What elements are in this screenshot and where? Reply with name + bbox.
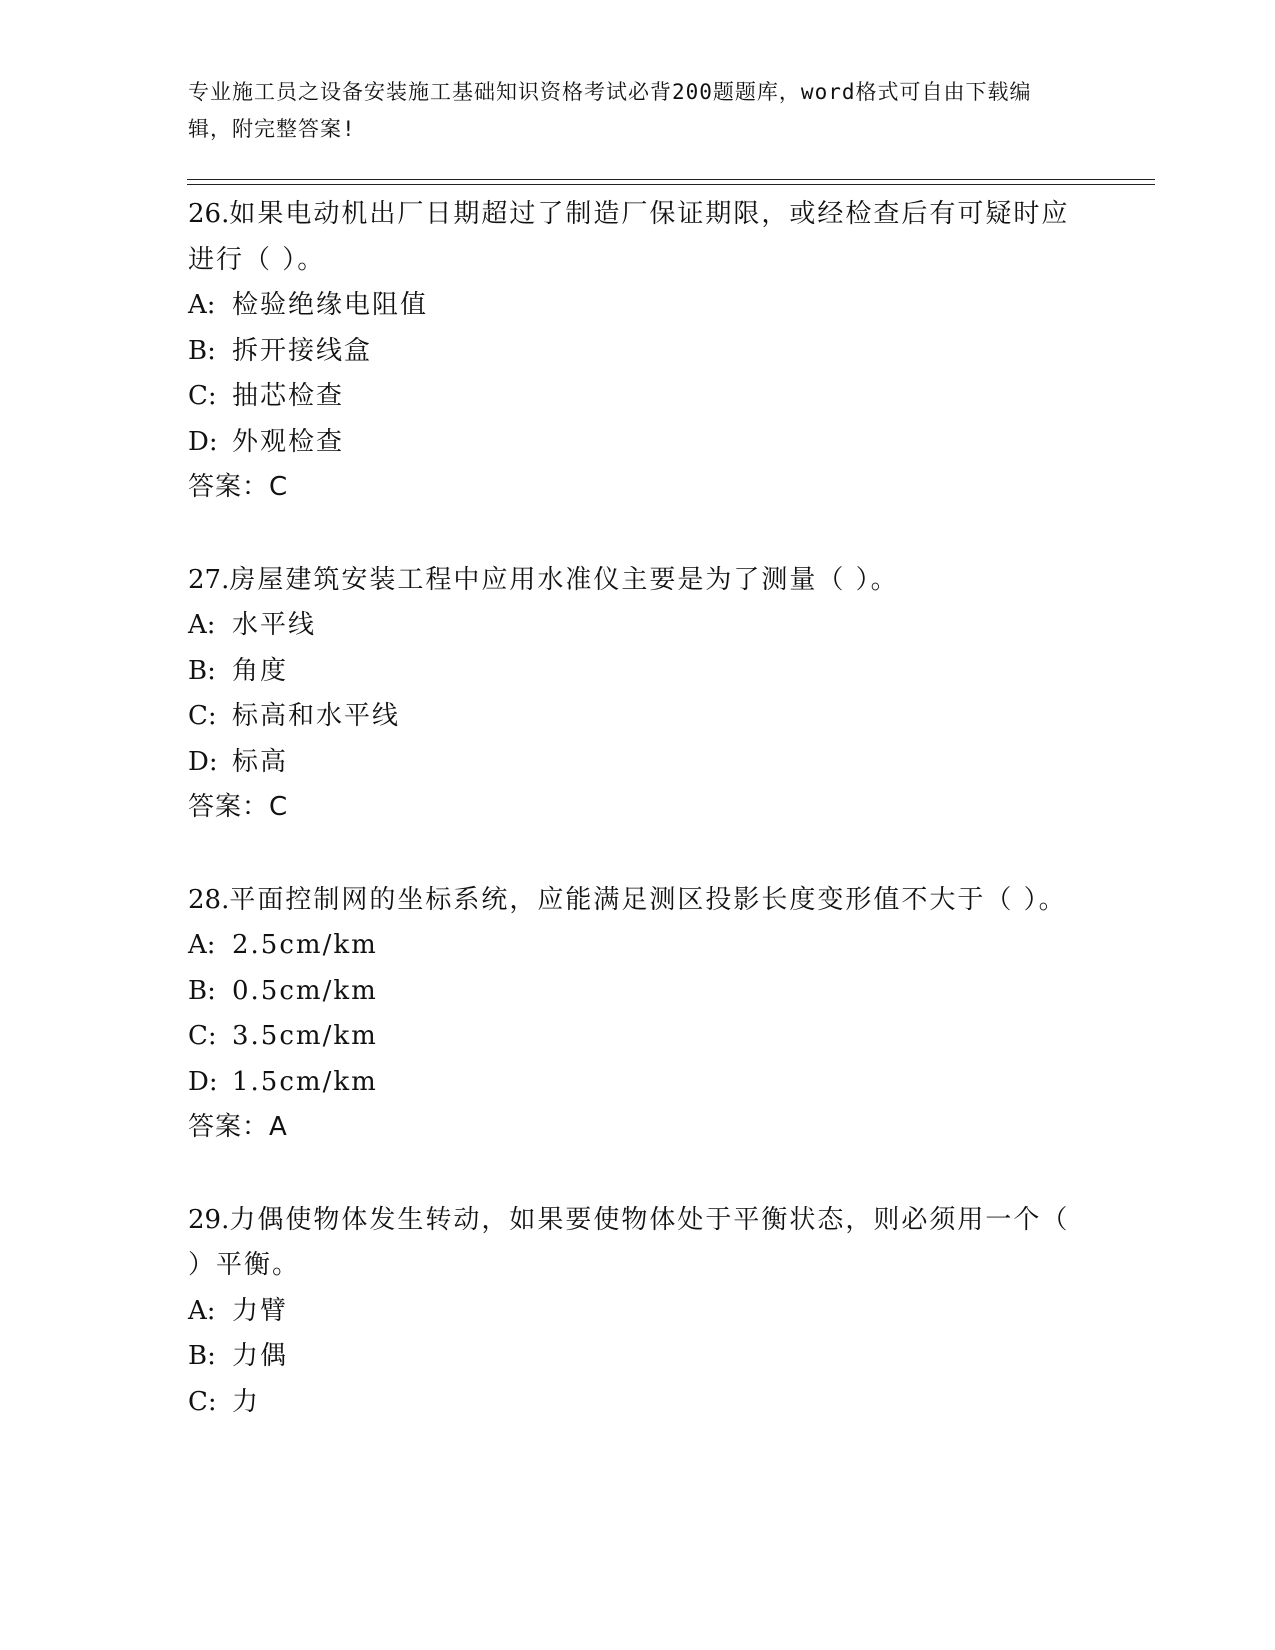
question-stem bbox=[188, 876, 1088, 924]
option-key: D: bbox=[188, 426, 218, 457]
option-a bbox=[188, 283, 1088, 329]
option-text: 0.5cm/km bbox=[232, 975, 378, 1006]
option-text: 拆开接线盒 bbox=[232, 335, 373, 366]
question-number: 29. bbox=[188, 1204, 230, 1235]
question-spacer bbox=[188, 831, 1088, 876]
option-key: A: bbox=[188, 930, 216, 960]
option-text: 抽芯检查 bbox=[232, 381, 345, 411]
option-key: A: bbox=[188, 1295, 216, 1326]
question-stem bbox=[188, 556, 1088, 604]
option-text: 3.5cm/km bbox=[232, 1021, 378, 1051]
option-c bbox=[188, 1014, 1088, 1060]
question-stem bbox=[188, 1196, 1088, 1289]
option-d bbox=[188, 740, 1088, 786]
question-stem bbox=[188, 190, 1088, 283]
option-text: 1.5cm/km bbox=[232, 1066, 378, 1097]
option-c bbox=[188, 1380, 1088, 1426]
option-text: 标高和水平线 bbox=[232, 701, 401, 731]
option-text: 力 bbox=[232, 1386, 261, 1417]
header-divider-bottom bbox=[187, 184, 1155, 185]
question-number: 26. bbox=[188, 199, 230, 229]
document-header: 专业施工员之设备安装施工基础知识资格考试必背200题题库，word格式可自由下载编辑，附完整答案! bbox=[188, 80, 1032, 141]
option-text: 2.5cm/km bbox=[232, 930, 378, 960]
question-spacer bbox=[188, 511, 1088, 556]
question-number: 27. bbox=[188, 564, 230, 595]
option-d bbox=[188, 1060, 1088, 1106]
option-a bbox=[188, 923, 1088, 969]
option-text: 力臂 bbox=[232, 1295, 289, 1326]
option-b bbox=[188, 1334, 1088, 1380]
option-b bbox=[188, 969, 1088, 1015]
option-a bbox=[188, 1289, 1088, 1335]
answer-label: 答案：A bbox=[188, 1112, 288, 1142]
option-c bbox=[188, 694, 1088, 740]
option-key: A: bbox=[188, 610, 216, 640]
option-d bbox=[188, 420, 1088, 466]
option-a bbox=[188, 603, 1088, 649]
question-text: 平面控制网的坐标系统，应能满足测区投影长度变形值不大于（ ）。 bbox=[229, 884, 1067, 915]
question-26 bbox=[188, 190, 1088, 511]
option-key: D: bbox=[188, 1066, 218, 1097]
option-key: C: bbox=[188, 381, 217, 411]
question-27 bbox=[188, 556, 1088, 831]
option-c bbox=[188, 374, 1088, 420]
answer-label: 答案：C bbox=[188, 792, 289, 822]
question-text: 如果电动机出厂日期超过了制造厂保证期限，或经检查后有可疑时应进行（ ）。 bbox=[188, 199, 1070, 275]
header-divider-top bbox=[187, 179, 1155, 180]
question-list bbox=[188, 190, 1088, 1425]
question-number: 28. bbox=[188, 884, 230, 915]
option-text: 水平线 bbox=[232, 610, 317, 640]
question-text: 房屋建筑安装工程中应用水准仪主要是为了测量（ ）。 bbox=[229, 564, 899, 595]
option-b bbox=[188, 649, 1088, 695]
option-key: C: bbox=[188, 701, 217, 731]
question-28 bbox=[188, 876, 1088, 1151]
option-key: C: bbox=[188, 1021, 217, 1051]
option-text: 角度 bbox=[232, 655, 289, 686]
option-key: B: bbox=[188, 335, 216, 366]
answer-label: 答案：C bbox=[188, 472, 289, 502]
option-key: D: bbox=[188, 746, 218, 777]
question-text: 力偶使物体发生转动，如果要使物体处于平衡状态，则必须用一个（ ）平衡。 bbox=[188, 1204, 1070, 1280]
option-text: 外观检查 bbox=[232, 426, 345, 457]
option-key: B: bbox=[188, 655, 216, 686]
option-text: 力偶 bbox=[232, 1341, 289, 1371]
question-spacer bbox=[188, 1151, 1088, 1196]
option-text: 标高 bbox=[232, 746, 289, 777]
option-key: C: bbox=[188, 1386, 217, 1417]
option-b bbox=[188, 329, 1088, 375]
option-key: A: bbox=[188, 290, 216, 320]
question-29 bbox=[188, 1196, 1088, 1426]
option-key: B: bbox=[188, 1341, 216, 1371]
option-key: B: bbox=[188, 975, 216, 1006]
option-text: 检验绝缘电阻值 bbox=[232, 290, 429, 320]
